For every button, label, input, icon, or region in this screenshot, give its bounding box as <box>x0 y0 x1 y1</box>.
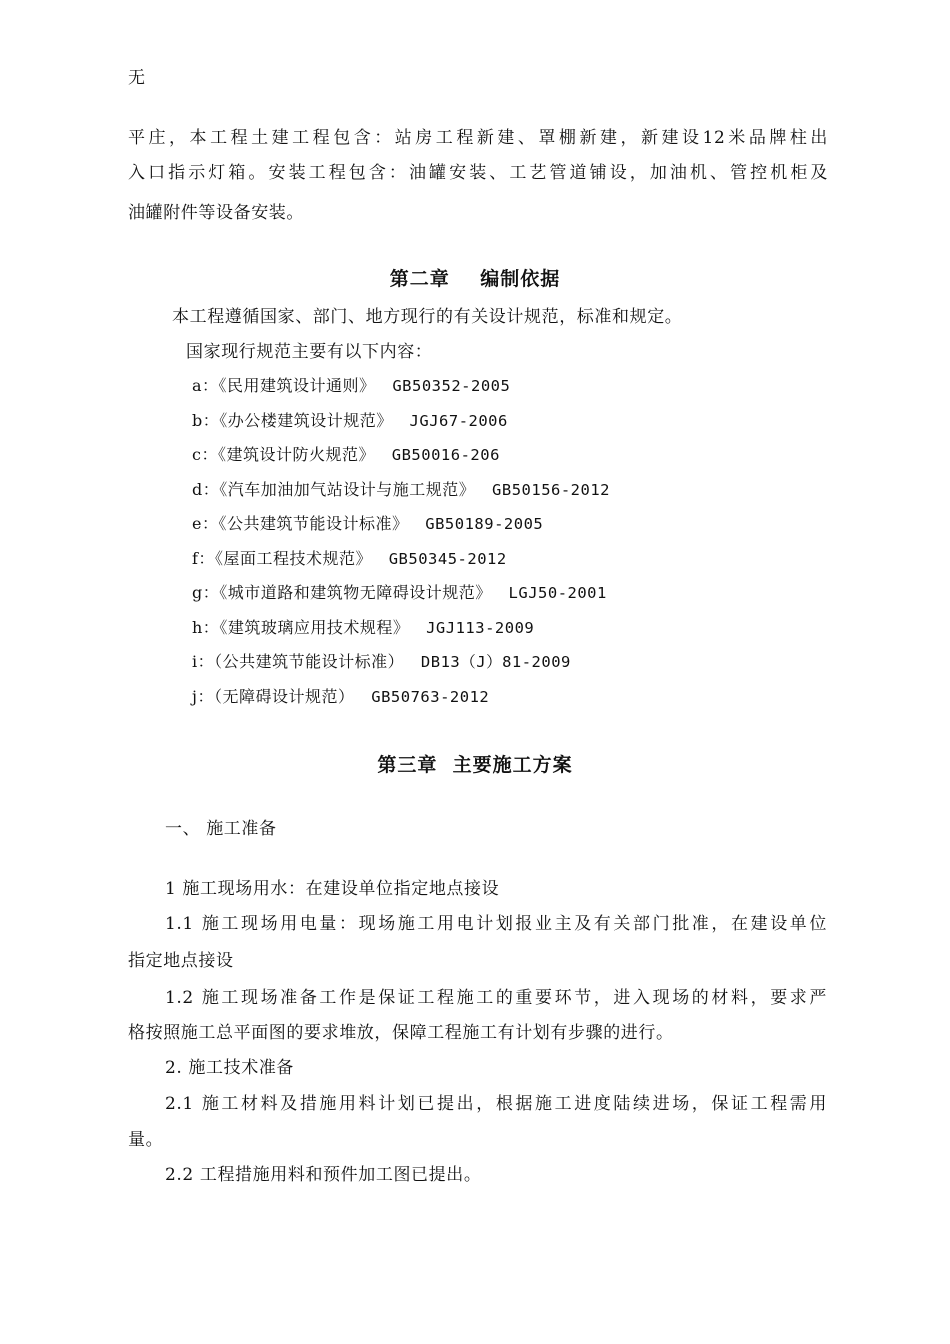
reference-item <box>192 375 510 397</box>
reference-name: 《民用建筑设计通则》 <box>218 376 376 395</box>
reference-item <box>192 479 610 501</box>
reference-name: 《公共建筑节能设计标准》 <box>218 514 409 533</box>
reference-label: j： <box>192 686 214 706</box>
reference-item <box>192 548 507 570</box>
item-1: 1 施工现场用水：在建设单位指定地点接设 <box>165 879 500 899</box>
reference-code: JGJ113-2009 <box>426 618 535 637</box>
reference-label: f： <box>192 548 215 568</box>
reference-name: 《城市道路和建筑物无障碍设计规范》 <box>219 583 492 602</box>
reference-code: GB50763-2012 <box>371 687 490 706</box>
item-1-1-line-1: 1.1 施工现场用电量：现场施工用电计划报业主及有关部门批准，在建设单位 <box>165 914 827 934</box>
item-2: 2. 施工技术准备 <box>165 1058 295 1078</box>
reference-code: LGJ50-2001 <box>508 584 607 602</box>
reference-item <box>192 617 534 639</box>
reference-item <box>192 686 489 708</box>
chapter3-title: 第三章 主要施工方案 <box>377 754 573 776</box>
reference-name: （公共建筑节能设计标准） <box>214 652 405 671</box>
reference-label: h： <box>192 617 220 637</box>
reference-code: GB50352-2005 <box>392 377 511 395</box>
reference-label: b： <box>192 410 220 430</box>
item-1-1-line-2: 指定地点接设 <box>128 951 234 971</box>
reference-name: 《建筑玻璃应用技术规程》 <box>219 617 410 637</box>
item-2-1-line-1: 2.1 施工材料及措施用料计划已提出，根据施工进度陆续进场，保证工程需用 <box>165 1094 827 1114</box>
intro-line-1: 平庄，本工程土建工程包含：站房工程新建、罩棚新建，新建设12米品牌柱出 <box>128 128 828 148</box>
reference-item <box>192 513 543 535</box>
reference-name: 《建筑设计防火规范》 <box>217 445 375 464</box>
reference-code: JGJ67-2006 <box>409 411 508 430</box>
reference-label: c： <box>192 445 218 464</box>
reference-code: GB50156-2012 <box>492 480 611 499</box>
reference-code: GB50189-2005 <box>425 515 544 533</box>
item-2-2: 2.2 工程措施用料和预件加工图已提出。 <box>165 1165 482 1185</box>
item-1-2-line-1: 1.2 施工现场准备工作是保证工程施工的重要环节，进入现场的材料，要求严 <box>165 988 827 1008</box>
reference-code: GB50016-206 <box>391 446 500 464</box>
item-2-1-line-2: 量。 <box>128 1130 164 1150</box>
reference-name: 《办公楼建筑设计规范》 <box>219 410 393 430</box>
reference-label: i： <box>192 652 215 671</box>
intro-line-2: 入口指示灯箱。安装工程包含：油罐安装、工艺管道铺设，加油机、管控机柜及 <box>128 163 828 183</box>
section-heading: 一、 施工准备 <box>165 819 277 839</box>
chapter2-para1: 本工程遵循国家、部门、地方现行的有关设计规范，标准和规定。 <box>172 307 683 327</box>
reference-name: 《屋面工程技术规范》 <box>214 548 372 568</box>
reference-code: DB13（J）81-2009 <box>420 653 571 671</box>
item-1-2-line-2: 格按照施工总平面图的要求堆放，保障工程施工有计划有步骤的进行。 <box>128 1023 674 1043</box>
reference-item <box>192 410 508 432</box>
reference-item <box>192 582 607 604</box>
reference-name: 《汽车加油加气站设计与施工规范》 <box>219 479 476 499</box>
reference-label: a： <box>192 376 219 395</box>
header-fragment: 无 <box>128 68 146 88</box>
reference-label: g： <box>192 583 220 602</box>
reference-item <box>192 444 500 466</box>
reference-code: GB50345-2012 <box>388 549 507 568</box>
reference-label: e： <box>192 514 219 533</box>
chapter2-title: 第二章 编制依据 <box>389 268 561 290</box>
chapter2-para2: 国家现行规范主要有以下内容： <box>186 342 433 362</box>
reference-item <box>192 651 571 673</box>
intro-line-3: 油罐附件等设备安装。 <box>128 203 304 223</box>
reference-label: d： <box>192 479 220 499</box>
reference-name: （无障碍设计规范） <box>213 686 355 706</box>
